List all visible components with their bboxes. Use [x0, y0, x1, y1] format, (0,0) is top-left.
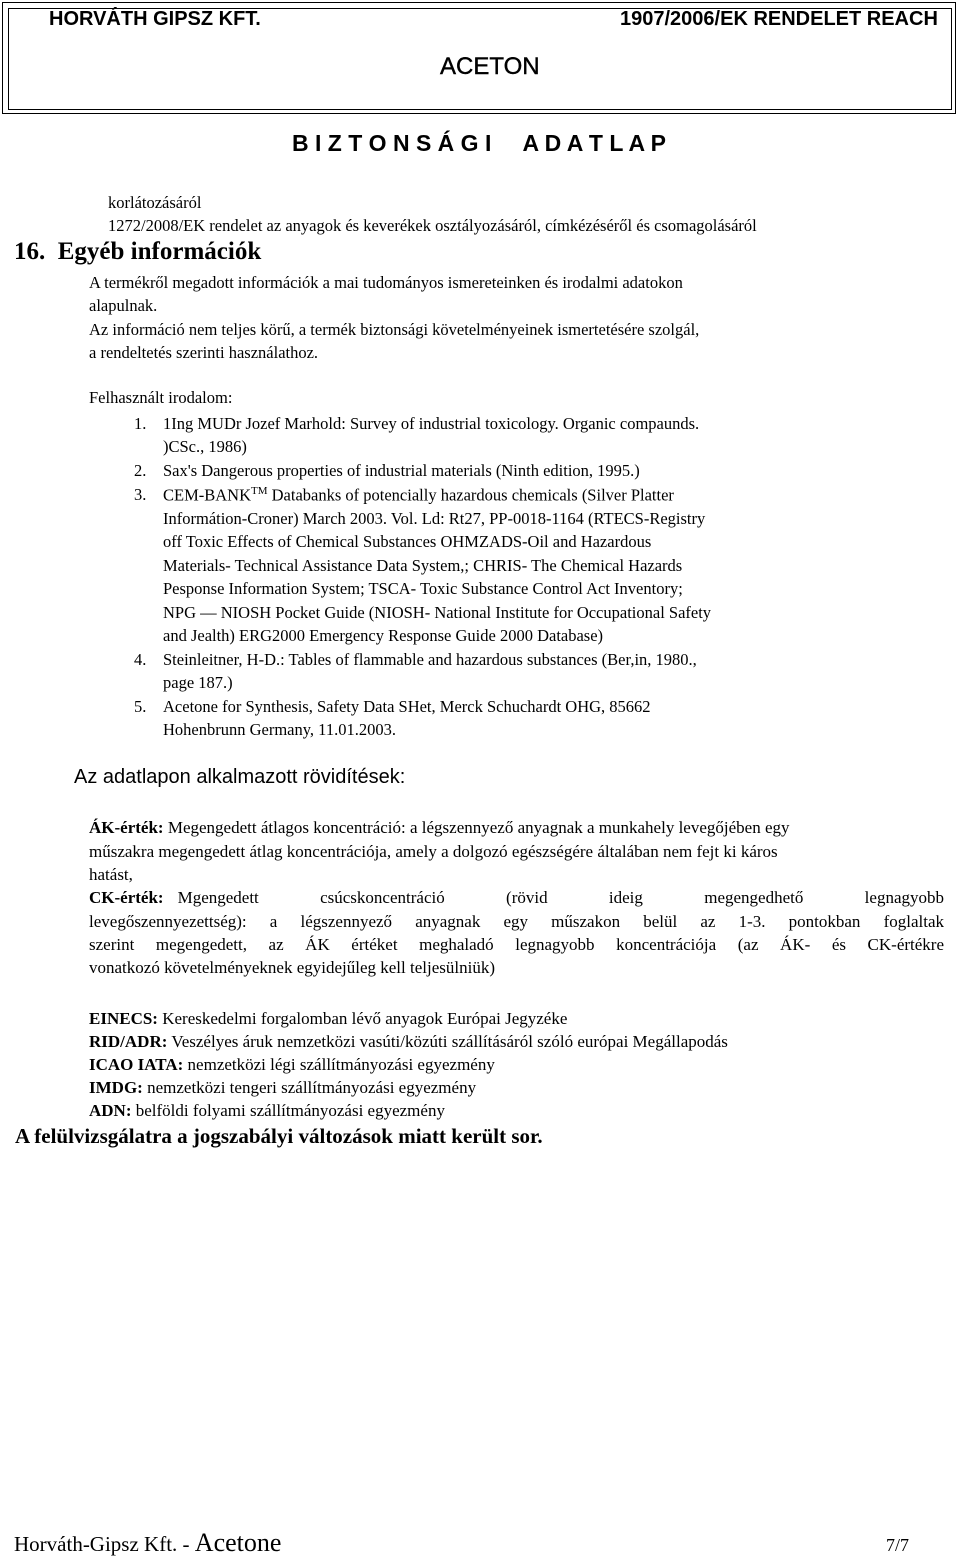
ak-line-3: hatást, — [89, 865, 133, 884]
ref-3-line3: off Toxic Effects of Chemical Substances OHMZADS-Oil and Hazardous — [163, 532, 652, 551]
einecs-desc: Kereskedelmi forgalomban lévő anyagok Európai Jegyzéke — [157, 1009, 568, 1028]
intro-line-2: 1272/2008/EK rendelet az anyagok és keverékek osztályozásáról, címkézéséről és csomagolásáról — [108, 216, 757, 235]
ck-desc-1: Mgengedett csúcskoncentráció (rövid ideig megengedhető legnagyobb — [177, 888, 944, 907]
ck-line-3: szerint megengedett, az ÁK értéket meghaladó legnagyobb koncentrációja (az ÁK- és CK-értékre — [89, 935, 944, 954]
regulation-label: 1907/2006/EK RENDELET REACH — [620, 8, 938, 30]
rid-adr-desc: Veszélyes áruk nemzetközi vasúti/közúti szállításáról szóló európai Megállapodás — [167, 1032, 728, 1051]
icao-iata-line — [89, 1055, 495, 1075]
intro-line-1: korlátozásáról — [108, 193, 202, 212]
ak-term: ÁK-érték: — [89, 818, 164, 837]
adn-term: ADN: — [89, 1101, 132, 1120]
ck-line-1 — [89, 888, 944, 908]
literature-label: Felhasznált irodalom: — [89, 388, 233, 407]
product-name: ACETON — [440, 53, 540, 80]
footer-company: Horváth-Gipsz Kft. - — [14, 1532, 195, 1556]
ref-3-line1 — [163, 485, 674, 506]
icao-iata-term: ICAO IATA: — [89, 1055, 184, 1074]
imdg-term: IMDG: — [89, 1078, 143, 1097]
trademark-sup: TM — [251, 485, 268, 497]
company-name: HORVÁTH GIPSZ KFT. — [49, 8, 261, 30]
ref-4-number: 4. — [134, 650, 147, 669]
ref-3-line1-rest: Databanks of potencially hazardous chemicals (Silver Platter — [267, 485, 674, 505]
ref-2-line1: Sax's Dangerous properties of industrial materials (Ninth edition, 1995.) — [163, 461, 640, 480]
einecs-term: EINECS: — [89, 1009, 158, 1028]
abbreviations-heading: Az adatlapon alkalmazott rövidítések: — [74, 766, 406, 788]
ref-3-line5: Pesponse Information System; TSCA- Toxic Substance Control Act Inventory; — [163, 579, 683, 598]
document-title: B I Z T O N S Á G I A D A T L A P — [292, 130, 666, 156]
ref-5-line2: Hohenbrunn Germany, 11.01.2003. — [163, 720, 396, 739]
ck-term: CK-érték: — [89, 888, 164, 907]
icao-iata-desc: nemzetközi légi szállítmányozási egyezmény — [183, 1055, 495, 1074]
section-16-para2-line2: a rendeltetés szerinti használathoz. — [89, 343, 319, 362]
adn-line — [89, 1101, 445, 1121]
imdg-line — [89, 1078, 476, 1098]
ref-3-line7: and Jealth) ERG2000 Emergency Response Guide 2000 Database) — [163, 626, 604, 645]
ck-line-4: vonatkozó követelményeknek egyidejűleg kell teljesülniük) — [89, 958, 495, 977]
ak-line-2: műszakra megengedett átlag koncentrációja, amely a dolgozó egészségére általában nem fejt ki káros — [89, 842, 778, 861]
adn-desc: belföldi folyami szállítmányozási egyezmény — [131, 1101, 445, 1120]
ref-1-line2: )CSc., 1986) — [163, 437, 247, 456]
footer-product: Acetone — [194, 1528, 282, 1557]
rid-adr-term: RID/ADR: — [89, 1032, 168, 1051]
ak-line-1 — [89, 818, 790, 838]
ref-3-number: 3. — [134, 485, 147, 504]
ck-line-2: levegőszennyezettség): a légszennyező anyagnak egy műszakon belül az 1-3. pontokban foglaltak — [89, 912, 944, 931]
ref-3-cembank: CEM-BANK — [163, 485, 252, 505]
ref-1-line1: 1Ing MUDr Jozef Marhold: Survey of industrial toxicology. Organic compaunds. — [163, 414, 700, 433]
ref-3-line6: NPG — NIOSH Pocket Guide (NIOSH- National Institute for Occupational Safety — [163, 603, 712, 622]
ak-desc-1: Megengedett átlagos koncentráció: a légszennyező anyagnak a munkahely levegőjében egy — [163, 818, 790, 837]
einecs-line — [89, 1009, 567, 1029]
ref-4-line2: page 187.) — [163, 673, 233, 692]
section-16-para1-line1: A termékről megadott információk a mai tudományos ismereteinken és irodalmi adatokon — [89, 273, 683, 292]
rid-adr-line — [89, 1032, 728, 1052]
ref-4-line1: Steinleitner, H-D.: Tables of flammable and hazardous substances (Ber,in, 1980., — [163, 650, 697, 669]
section-16-para1-line2: alapulnak. — [89, 296, 158, 315]
ref-5-line1: Acetone for Synthesis, Safety Data SHet, Merck Schuchardt OHG, 85662 — [163, 697, 651, 716]
section-16-heading: 16. Egyéb információk — [14, 238, 262, 265]
ref-3-line2: Informátion-Croner) March 2003. Vol. Ld: Rt27, PP-0018-1164 (RTECS-Registry — [163, 509, 706, 528]
ref-1-number: 1. — [134, 414, 147, 433]
closing-statement: A felülvizsgálatra a jogszabályi változások miatt került sor. — [15, 1124, 543, 1148]
ref-3-line4: Materials- Technical Assistance Data System,; CHRIS- The Chemical Hazards — [163, 556, 683, 575]
imdg-desc: nemzetközi tengeri szállítmányozási egyezmény — [142, 1078, 477, 1097]
ref-5-number: 5. — [134, 697, 147, 716]
footer-left — [14, 1528, 281, 1558]
ref-2-number: 2. — [134, 461, 147, 480]
page-number: 7/7 — [886, 1535, 910, 1555]
section-16-para2-line1: Az információ nem teljes körű, a termék biztonsági követelményeinek ismertetésére szolgál, — [89, 320, 700, 339]
